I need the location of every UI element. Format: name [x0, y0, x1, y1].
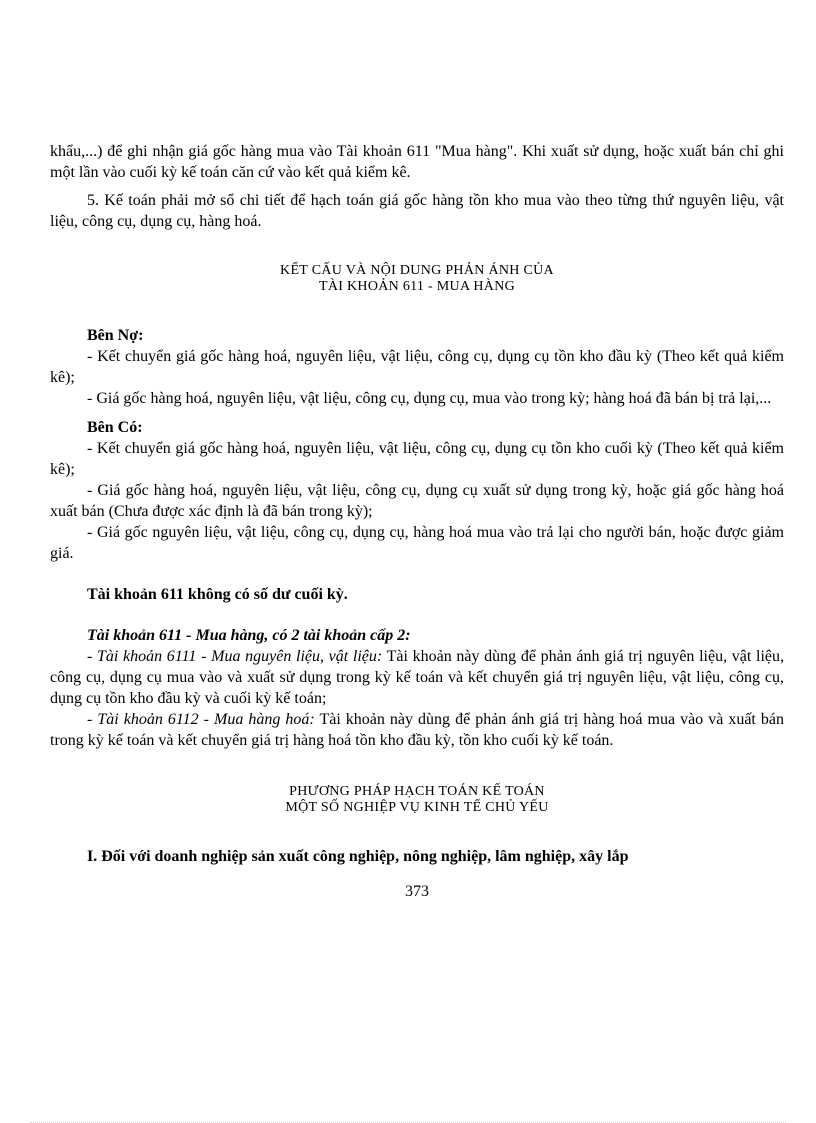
section-heading-line-1: PHƯƠNG PHÁP HẠCH TOÁN KẾ TOÁN — [289, 784, 545, 799]
section-heading-line-2: MỘT SỐ NGHIỆP VỤ KINH TẾ CHỦ YẾU — [285, 800, 549, 815]
sub-account-6112 — [50, 709, 784, 751]
section-I-heading: I. Đối với doanh nghiệp sản xuất công nghiệp, nông nghiệp, lâm nghiệp, xây lắp — [87, 848, 629, 865]
paragraph-continuation: khẩu,...) để ghi nhận giá gốc hàng mua vào Tài khoản 611 "Mua hàng". Khi xuất sử dụng, hoặc xuất bán chỉ ghi một lần vào cuối kỳ kế toán căn cứ vào kết quả kiểm kê. — [50, 143, 784, 181]
sub-accounts-title: Tài khoản 611 - Mua hàng, có 2 tài khoản cấp 2: — [87, 627, 411, 644]
no-balance-note: Tài khoản 611 không có số dư cuối kỳ. — [87, 586, 348, 603]
sub-account-6111 — [50, 646, 784, 709]
debit-label: Bên Nợ: — [87, 327, 144, 344]
credit-label: Bên Có: — [87, 419, 143, 436]
paragraph-rule-5: 5. Kế toán phải mở sổ chi tiết để hạch toán giá gốc hàng tồn kho mua vào theo từng thứ nguyên liệu, vật liệu, công cụ, dụng cụ, hàng hoá. — [50, 192, 784, 230]
sub-account-6112-name: - Tài khoản 6112 - Mua hàng hoá: — [87, 711, 315, 728]
section-heading-method — [50, 784, 784, 816]
document-page — [50, 141, 784, 902]
debit-item: - Kết chuyển giá gốc hàng hoá, nguyên liệu, vật liệu, công cụ, dụng cụ tồn kho đầu kỳ (Theo kết quả kiểm kê); — [50, 348, 784, 386]
section-heading-line-2: TÀI KHOẢN 611 - MUA HÀNG — [318, 279, 516, 294]
credit-item: - Kết chuyển giá gốc hàng hoá, nguyên liệu, vật liệu, công cụ, dụng cụ tồn kho cuối kỳ (Theo kết quả kiểm kê); — [50, 440, 784, 478]
section-heading-structure — [50, 263, 784, 295]
sub-account-6111-name: - Tài khoản 6111 - Mua nguyên liệu, vật liệu: — [87, 648, 383, 665]
sub-account-6112-desc: Tài khoản này dùng để phản ánh giá trị hàng hoá mua vào và xuất bán trong kỳ kế toán và kết chuyển giá trị hàng hoá tồn kho đầu kỳ, tồn kho cuối kỳ kế toán. — [50, 711, 784, 749]
credit-item: - Giá gốc hàng hoá, nguyên liệu, vật liệu, công cụ, dụng cụ xuất sử dụng trong kỳ, hoặc giá gốc hàng hoá xuất bán (Chưa được xác định là đã bán trong kỳ); — [50, 482, 784, 520]
section-heading-line-1: KẾT CẤU VÀ NỘI DUNG PHẢN ÁNH CỦA — [280, 263, 554, 278]
credit-item: - Giá gốc nguyên liệu, vật liệu, công cụ, dụng cụ, hàng hoá mua vào trả lại cho người bán, hoặc được giảm giá. — [50, 524, 784, 562]
page-number: 373 — [405, 883, 429, 900]
sub-account-6111-desc: Tài khoản này dùng để phản ánh giá trị nguyên liệu, vật liệu, công cụ, dụng cụ mua vào và xuất sử dụng trong kỳ kế toán và kết chuyển giá trị nguyên liệu, vật liệu, công cụ, dụng cụ tồn kho đầu kỳ và cuối kỳ kế toán; — [50, 648, 784, 707]
debit-item: - Giá gốc hàng hoá, nguyên liệu, vật liệu, công cụ, dụng cụ, mua vào trong kỳ; hàng hoá đã bán bị trả lại,... — [87, 390, 772, 407]
